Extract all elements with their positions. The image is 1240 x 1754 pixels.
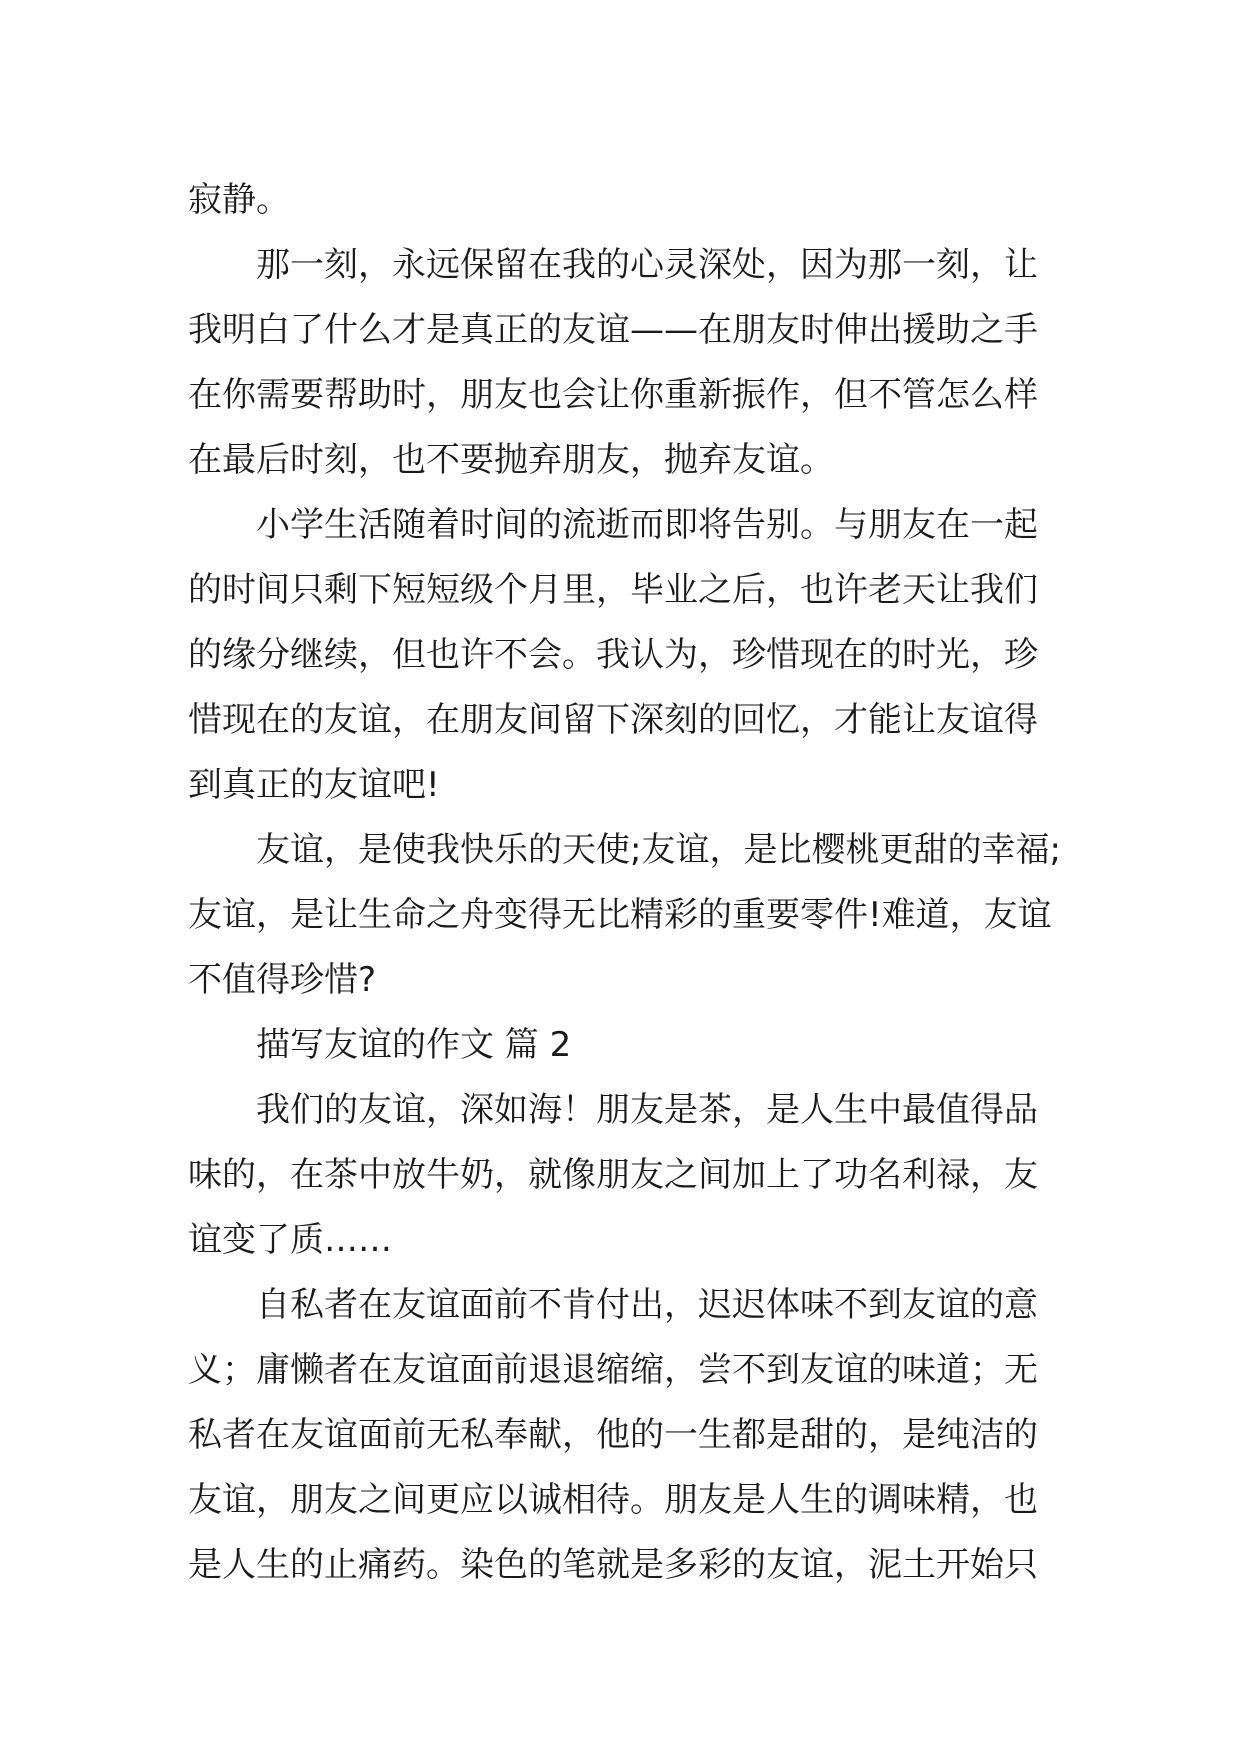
text-line: 是人生的止痛药。染色的笔就是多彩的友谊，泥土开始只 (188, 1545, 1038, 1585)
paragraph-5 (188, 1078, 1060, 1273)
text-line: 义；庸懒者在友谊面前退退缩缩，尝不到友谊的味道；无 (188, 1350, 1038, 1390)
document-page (188, 168, 1060, 1598)
text-line: 味的，在茶中放牛奶，就像朋友之间加上了功名利禄，友 (188, 1155, 1038, 1195)
text-line: 友谊，朋友之间更应以诚相待。朋友是人生的调味精，也 (188, 1480, 1038, 1520)
paragraph-4 (188, 818, 1060, 1013)
text-line: 自私者在友谊面前不肯付出，迟迟体味不到友谊的意 (256, 1285, 1038, 1325)
text-line: 那一刻，永远保留在我的心灵深处，因为那一刻，让 (256, 245, 1038, 285)
text-line: 到真正的友谊吧! (188, 765, 440, 805)
text-line: 的时间只剩下短短级个月里，毕业之后，也许老天让我们 (188, 570, 1038, 610)
text-line: 私者在友谊面前无私奉献，他的一生都是甜的，是纯洁的 (188, 1415, 1038, 1455)
section-heading (188, 1013, 1060, 1078)
text-line: 在你需要帮助时，朋友也会让你重新振作，但不管怎么样 (188, 375, 1038, 415)
text-line: 寂静。 (188, 180, 290, 220)
text-line: 的缘分继续，但也许不会。我认为，珍惜现在的时光，珍 (188, 635, 1038, 675)
text-line: 友谊，是使我快乐的天使;友谊，是比樱桃更甜的幸福; (256, 830, 1061, 870)
paragraph-1 (188, 168, 1060, 233)
text-line: 不值得珍惜? (188, 960, 377, 1000)
text-line: 惜现在的友谊，在朋友间留下深刻的回忆，才能让友谊得 (188, 700, 1038, 740)
text-line: 在最后时刻，也不要抛弃朋友，抛弃友谊。 (188, 440, 834, 480)
text-line: 我明白了什么才是真正的友谊——在朋友时伸出援助之手 (188, 310, 1038, 350)
paragraph-2 (188, 233, 1060, 493)
section-heading-text: 描写友谊的作文 篇 2 (256, 1025, 572, 1065)
text-line: 谊变了质…… (188, 1220, 392, 1260)
paragraph-3 (188, 493, 1060, 818)
paragraph-6 (188, 1273, 1060, 1598)
text-line: 我们的友谊，深如海！朋友是茶，是人生中最值得品 (256, 1090, 1038, 1130)
text-line: 小学生活随着时间的流逝而即将告别。与朋友在一起 (256, 505, 1038, 545)
text-line: 友谊，是让生命之舟变得无比精彩的重要零件!难道，友谊 (188, 895, 1052, 935)
